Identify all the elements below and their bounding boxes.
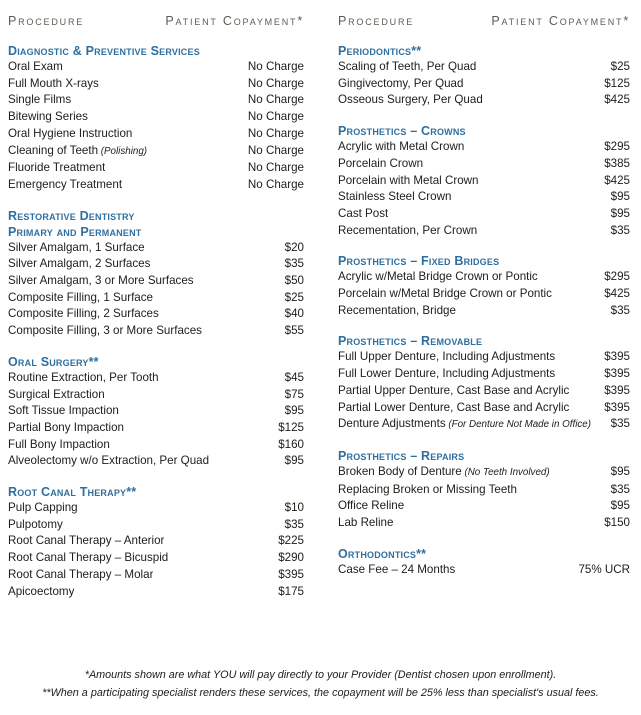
procedure-name	[338, 139, 464, 156]
procedure-name	[338, 383, 569, 400]
table-row	[8, 290, 304, 307]
copayment-value: No Charge	[247, 76, 304, 90]
procedure-name-text: Broken Body of Denture	[338, 464, 462, 478]
procedure-name-text: Oral Hygiene Instruction	[8, 126, 133, 140]
section-rows	[338, 59, 630, 109]
procedure-name-text: Cleaning of Teeth	[8, 143, 99, 157]
procedure-name-text: Partial Lower Denture, Cast Base and Acrylic	[338, 400, 570, 414]
procedure-name	[338, 515, 393, 532]
procedure-section	[8, 208, 304, 340]
copayment-value: $95	[610, 499, 630, 513]
procedure-name	[338, 416, 591, 434]
procedure-name	[8, 109, 88, 126]
table-row	[8, 387, 304, 404]
section-title-line: Prosthetics – Repairs	[338, 448, 465, 463]
procedure-name-text: Osseous Surgery, Per Quad	[338, 93, 483, 107]
procedure-name	[8, 370, 159, 387]
procedure-name	[8, 533, 164, 550]
copayment-value: No Charge	[247, 126, 304, 140]
procedure-name-text: Root Canal Therapy – Bicuspid	[8, 551, 169, 565]
table-row	[338, 562, 630, 579]
copayment-value: $295	[604, 140, 630, 154]
procedure-name	[338, 59, 476, 76]
procedure-name-text: Bitewing Series	[8, 110, 88, 124]
procedure-name	[8, 584, 74, 601]
procedure-name-text: Scaling of Teeth, Per Quad	[338, 60, 477, 73]
section-title	[8, 208, 304, 240]
section-rows	[338, 562, 630, 579]
section-rows	[338, 349, 630, 434]
copayment-value: $150	[604, 516, 630, 530]
copayment-value: No Charge	[247, 60, 304, 73]
procedure-note: (No Teeth Involved)	[461, 466, 550, 478]
procedure-column-header: Procedure	[8, 14, 85, 28]
copayment-value: $95	[284, 404, 304, 418]
table-row	[8, 126, 304, 143]
column-header-row	[8, 14, 304, 29]
table-row	[8, 109, 304, 126]
copayment-value: $20	[284, 240, 304, 254]
section-title-line: Restorative Dentistry	[8, 208, 135, 223]
procedure-name	[8, 437, 110, 454]
procedure-name-text: Partial Bony Impaction	[8, 420, 124, 434]
section-title	[338, 43, 630, 59]
procedure-name-text: Porcelain Crown	[338, 156, 424, 170]
procedure-name-text: Fluoride Treatment	[8, 161, 106, 175]
table-row	[8, 403, 304, 420]
copayment-value: No Charge	[247, 110, 304, 124]
procedure-name-text: Composite Filling, 1 Surface	[8, 290, 153, 304]
procedure-section	[338, 253, 630, 319]
footnote-line: **When a participating specialist renders these services, the copayment will be 25% less than specialist's usual fees.	[42, 687, 599, 699]
table-row	[8, 437, 304, 454]
section-rows	[338, 464, 630, 532]
copayment-value: $160	[278, 437, 304, 451]
copayment-value: $125	[604, 76, 630, 90]
copayment-value: No Charge	[247, 143, 304, 157]
copayment-value: No Charge	[247, 161, 304, 175]
copayment-value: $35	[284, 517, 304, 531]
procedure-name	[338, 156, 423, 173]
copayment-value: $425	[604, 173, 630, 187]
section-title	[338, 546, 630, 562]
copayment-column-header: Patient Copayment*	[165, 14, 304, 28]
procedure-name	[8, 420, 124, 437]
table-row	[338, 139, 630, 156]
section-title	[8, 484, 304, 500]
table-row	[338, 482, 630, 499]
procedure-name-text: Silver Amalgam, 1 Surface	[8, 240, 145, 254]
procedure-name	[338, 173, 478, 190]
table-row	[8, 92, 304, 109]
procedure-name	[338, 76, 463, 93]
copayment-value: $225	[278, 534, 304, 548]
procedure-name-text: Pulp Capping	[8, 501, 78, 515]
procedure-name-text: Partial Upper Denture, Cast Base and Acrylic	[338, 383, 570, 397]
procedure-name	[8, 59, 63, 76]
procedure-name-text: Pulpotomy	[8, 517, 63, 531]
copayment-value: $45	[284, 370, 304, 384]
procedure-name-text: Full Bony Impaction	[8, 437, 110, 451]
table-row	[8, 453, 304, 470]
table-row	[338, 416, 630, 434]
procedure-name-text: Recementation, Bridge	[338, 303, 456, 317]
table-row	[338, 173, 630, 190]
procedure-name-text: Recementation, Per Crown	[338, 223, 478, 237]
procedure-name-text: Full Mouth X-rays	[8, 76, 99, 90]
procedure-section	[8, 484, 304, 600]
copayment-value: $395	[278, 567, 304, 581]
table-row	[8, 500, 304, 517]
table-row	[338, 515, 630, 532]
table-row	[8, 177, 304, 194]
copayment-value: $35	[284, 257, 304, 271]
procedure-name	[338, 303, 456, 320]
procedure-name-text: Office Reline	[338, 499, 405, 513]
copayment-value: $35	[610, 303, 630, 317]
procedure-name-text: Porcelain w/Metal Bridge Crown or Pontic	[338, 287, 552, 301]
section-title	[338, 448, 630, 464]
section-title	[338, 123, 630, 139]
table-row	[338, 286, 630, 303]
copayment-value: $395	[604, 350, 630, 364]
procedure-name	[8, 256, 150, 273]
copayment-value: No Charge	[247, 177, 304, 191]
schedule-column-right	[338, 14, 630, 600]
procedure-name-text: Acrylic with Metal Crown	[338, 140, 465, 154]
table-row	[8, 567, 304, 584]
copayment-value: $395	[604, 400, 630, 414]
copayment-value: $385	[604, 156, 630, 170]
procedure-name-text: Alveolectomy w/o Extraction, Per Quad	[8, 454, 210, 468]
copayment-value: $35	[610, 482, 630, 496]
procedure-name	[8, 273, 194, 290]
table-row	[8, 256, 304, 273]
table-row	[338, 92, 630, 109]
copayment-value: 75% UCR	[578, 562, 630, 576]
table-row	[8, 76, 304, 93]
procedure-name	[8, 453, 209, 470]
copayment-value: $95	[610, 464, 630, 478]
section-rows	[338, 139, 630, 239]
procedure-name	[338, 400, 569, 417]
table-row	[8, 420, 304, 437]
procedure-name-text: Porcelain with Metal Crown	[338, 173, 479, 187]
procedure-name	[338, 562, 455, 579]
schedule-columns	[8, 14, 630, 600]
table-row	[338, 269, 630, 286]
table-row	[8, 517, 304, 534]
procedure-name-text: Surgical Extraction	[8, 387, 105, 401]
procedure-name	[8, 403, 119, 420]
table-row	[338, 464, 630, 482]
procedure-name-text: Full Lower Denture, Including Adjustments	[338, 367, 556, 381]
footnotes	[0, 666, 641, 702]
section-title	[8, 43, 304, 59]
section-title-line: Orthodontics**	[338, 546, 427, 561]
procedure-name-text: Root Canal Therapy – Molar	[8, 567, 154, 581]
procedure-name-text: Single Films	[8, 93, 72, 107]
procedure-name	[338, 189, 451, 206]
procedure-name	[338, 498, 404, 515]
procedure-name	[8, 290, 153, 307]
procedure-name-text: Replacing Broken or Missing Teeth	[338, 482, 517, 496]
procedure-section	[338, 546, 630, 579]
procedure-name-text: Full Upper Denture, Including Adjustments	[338, 350, 556, 364]
procedure-name	[338, 206, 388, 223]
section-title-line: Oral Surgery**	[8, 354, 99, 369]
table-row	[8, 370, 304, 387]
procedure-note: (For Denture Not Made in Office)	[445, 419, 591, 431]
table-row	[338, 349, 630, 366]
copayment-value: $290	[278, 551, 304, 565]
table-row	[8, 160, 304, 177]
procedure-section	[338, 123, 630, 239]
table-row	[8, 550, 304, 567]
procedure-name	[8, 323, 202, 340]
copayment-value: $425	[604, 287, 630, 301]
table-row	[338, 400, 630, 417]
section-rows	[8, 59, 304, 194]
procedure-note: (Polishing)	[98, 145, 148, 157]
copayment-value: $50	[284, 274, 304, 288]
procedure-name	[338, 269, 538, 286]
copayment-value: $295	[604, 270, 630, 284]
copayment-value: $55	[284, 324, 304, 338]
procedure-name-text: Silver Amalgam, 3 or More Surfaces	[8, 274, 194, 288]
table-row	[8, 584, 304, 601]
section-title-line: Diagnostic & Preventive Services	[8, 44, 200, 58]
procedure-name-text: Acrylic w/Metal Bridge Crown or Pontic	[338, 270, 538, 284]
table-row	[8, 306, 304, 323]
procedure-name-text: Case Fee – 24 Months	[338, 562, 456, 576]
table-row	[338, 76, 630, 93]
procedure-name	[338, 349, 555, 366]
procedure-name	[8, 92, 71, 109]
procedure-name	[8, 500, 78, 517]
section-title	[8, 354, 304, 370]
procedure-section	[338, 448, 630, 532]
procedure-section	[8, 43, 304, 194]
procedure-name-text: Gingivectomy, Per Quad	[338, 76, 464, 90]
table-row	[8, 240, 304, 257]
copayment-value: $395	[604, 383, 630, 397]
procedure-name-text: Cast Post	[338, 206, 389, 220]
footnote-line: *Amounts shown are what YOU will pay directly to your Provider (Dentist chosen upon enrollment).	[84, 669, 557, 681]
procedure-name	[8, 126, 132, 143]
copayment-value: $175	[278, 584, 304, 598]
procedure-name	[338, 286, 552, 303]
table-row	[338, 383, 630, 400]
procedure-name	[338, 92, 483, 109]
procedure-name	[338, 482, 517, 499]
table-row	[8, 143, 304, 161]
procedure-name	[8, 517, 63, 534]
procedure-column-header: Procedure	[338, 14, 415, 28]
copayment-value: $25	[284, 290, 304, 304]
table-row	[338, 156, 630, 173]
column-header-row	[338, 14, 630, 29]
procedure-name-text: Routine Extraction, Per Tooth	[8, 370, 159, 384]
copayment-value: $395	[604, 367, 630, 381]
copayment-value: $95	[284, 454, 304, 468]
section-rows	[338, 269, 630, 319]
procedure-name	[338, 223, 477, 240]
procedure-name	[8, 387, 105, 404]
section-title-line: Periodontics**	[338, 44, 422, 58]
section-title-line: Primary and Permanent	[8, 224, 142, 239]
procedure-name-text: Oral Exam	[8, 60, 63, 73]
procedure-name-text: Emergency Treatment	[8, 177, 123, 191]
section-title	[338, 253, 630, 269]
section-title-line: Prosthetics – Crowns	[338, 124, 466, 139]
table-row	[338, 303, 630, 320]
procedure-name-text: Composite Filling, 3 or More Surfaces	[8, 324, 202, 338]
procedure-name-text: Composite Filling, 2 Surfaces	[8, 307, 159, 321]
table-row	[338, 223, 630, 240]
procedure-section	[338, 43, 630, 109]
procedure-name-text: Soft Tissue Impaction	[8, 404, 119, 418]
procedure-name	[338, 464, 550, 482]
table-row	[8, 533, 304, 550]
procedure-name-text: Silver Amalgam, 2 Surfaces	[8, 257, 151, 271]
procedure-section	[8, 354, 304, 470]
procedure-name-text: Denture Adjustments	[338, 417, 446, 431]
table-row	[8, 323, 304, 340]
copayment-value: $75	[284, 387, 304, 401]
section-rows	[8, 370, 304, 470]
procedure-name	[8, 160, 105, 177]
table-row	[338, 206, 630, 223]
section-title-line: Prosthetics – Removable	[338, 334, 483, 349]
table-row	[8, 273, 304, 290]
schedule-column-left	[8, 14, 304, 600]
procedure-name	[8, 550, 168, 567]
copayment-value: $95	[610, 190, 630, 204]
copayment-value: $35	[610, 223, 630, 237]
copayment-value: No Charge	[247, 93, 304, 107]
section-title-line: Root Canal Therapy**	[8, 485, 137, 500]
section-rows	[8, 500, 304, 600]
copayment-value: $10	[284, 501, 304, 515]
procedure-name	[8, 76, 99, 93]
procedure-name	[8, 143, 147, 161]
copayment-value: $25	[610, 60, 630, 73]
section-title	[338, 333, 630, 349]
section-title-line: Prosthetics – Fixed Bridges	[338, 254, 500, 269]
procedure-name	[8, 240, 145, 257]
table-row	[8, 59, 304, 76]
procedure-name	[338, 366, 555, 383]
copayment-column-header: Patient Copayment*	[491, 14, 630, 28]
table-row	[338, 366, 630, 383]
procedure-name-text: Apicoectomy	[8, 584, 75, 598]
copayment-value: $35	[610, 417, 630, 431]
procedure-name-text: Lab Reline	[338, 516, 394, 530]
table-row	[338, 189, 630, 206]
copayment-value: $425	[604, 93, 630, 107]
copayment-value: $125	[278, 420, 304, 434]
procedure-name-text: Root Canal Therapy – Anterior	[8, 534, 165, 548]
procedure-name-text: Stainless Steel Crown	[338, 190, 452, 204]
procedure-name	[8, 567, 153, 584]
copayment-value: $95	[610, 206, 630, 220]
table-row	[338, 59, 630, 76]
procedure-name	[8, 306, 159, 323]
procedure-name	[8, 177, 122, 194]
section-rows	[8, 240, 304, 340]
copayment-value: $40	[284, 307, 304, 321]
procedure-section	[338, 333, 630, 434]
table-row	[338, 498, 630, 515]
